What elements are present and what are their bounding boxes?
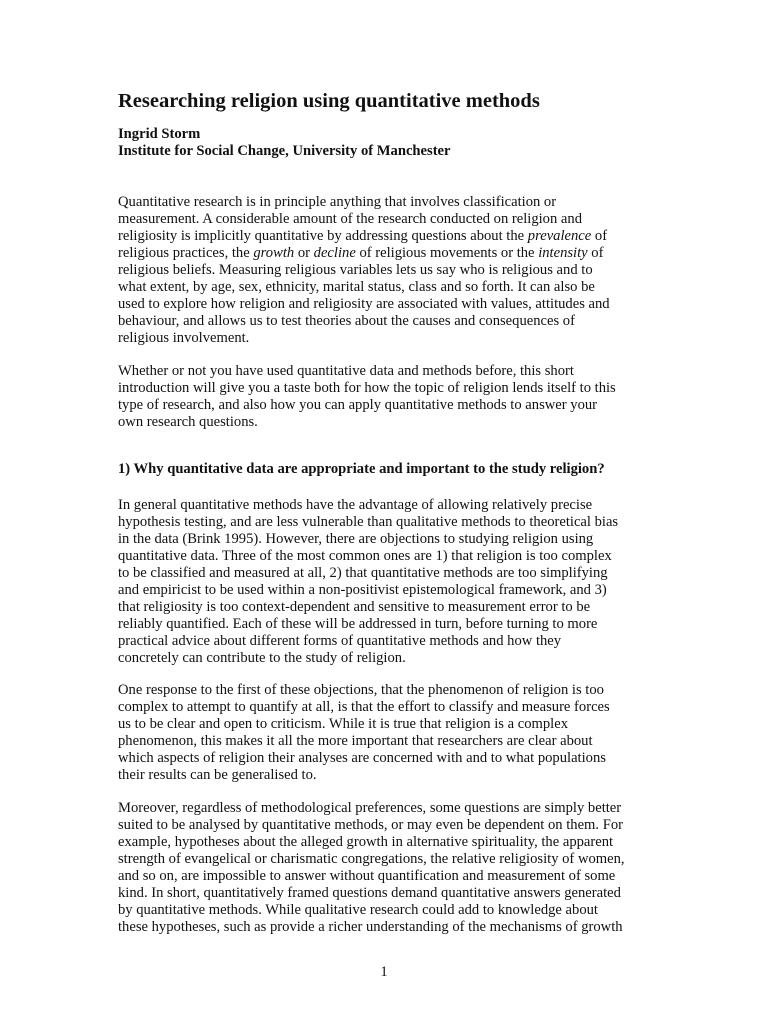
text-line: Moreover, regardless of methodological preferences, some questions are simply better bbox=[118, 800, 622, 816]
text-line: religious beliefs. Measuring religious variables lets us say who is religious and to bbox=[118, 262, 593, 278]
text-line: religiosity is implicitly quantitative by addressing questions about the prevalence of bbox=[118, 228, 608, 244]
text-line: by quantitative methods. While qualitative research could add to knowledge about bbox=[118, 902, 598, 918]
text-line: kind. In short, quantitatively framed questions demand quantitative answers generated bbox=[118, 885, 621, 901]
intro-paragraph-2 bbox=[118, 363, 658, 431]
text-line: religious involvement. bbox=[118, 330, 250, 346]
text-line: Whether or not you have used quantitative data and methods before, this short bbox=[118, 363, 574, 379]
author-institute: Institute for Social Change, University of Manchester bbox=[118, 143, 451, 159]
text-line: that religiosity is too context-dependent and sensitive to measurement error to be bbox=[118, 599, 591, 615]
text-line: example, hypotheses about the alleged growth in alternative spirituality, the apparent bbox=[118, 834, 614, 850]
text-line: suited to be analysed by quantitative methods, or may even be dependent on them. For bbox=[118, 817, 623, 833]
text-line: hypothesis testing, and are less vulnerable than qualitative methods to theoretical bias bbox=[118, 514, 619, 530]
body-paragraph-1 bbox=[118, 497, 658, 667]
text-line: One response to the first of these objections, that the phenomenon of religion is too bbox=[118, 682, 604, 698]
text-line: used to explore how religion and religiosity are associated with values, attitudes and bbox=[118, 296, 610, 312]
page-number: 1 bbox=[380, 964, 388, 980]
section-heading: 1) Why quantitative data are appropriate and important to the study religion? bbox=[118, 461, 605, 477]
text-line: their results can be generalised to. bbox=[118, 767, 317, 783]
document-title: Researching religion using quantitative methods bbox=[118, 90, 540, 112]
text-line: behaviour, and allows us to test theories about the causes and consequences of bbox=[118, 313, 575, 329]
text-line: complex to attempt to quantify at all, is that the effort to classify and measure forces bbox=[118, 699, 610, 715]
body-paragraph-3 bbox=[118, 800, 658, 936]
text-line: to be classified and measured at all, 2) that quantitative methods are too simplifying bbox=[118, 565, 608, 581]
text-line: measurement. A considerable amount of the research conducted on religion and bbox=[118, 211, 582, 227]
body-paragraph-2 bbox=[118, 682, 658, 784]
text-line: In general quantitative methods have the advantage of allowing relatively precise bbox=[118, 497, 593, 513]
text-line: introduction will give you a taste both for how the topic of religion lends itself to this bbox=[118, 380, 616, 396]
text-line: in the data (Brink 1995). However, there are objections to studying religion using bbox=[118, 531, 594, 547]
text-line: and so on, are impossible to answer without quantification and measurement of some bbox=[118, 868, 616, 884]
text-line: practical advice about different forms of quantitative methods and how they bbox=[118, 633, 562, 649]
text-line: what extent, by age, sex, ethnicity, marital status, class and so forth. It can also be bbox=[118, 279, 595, 295]
text-line: own research questions. bbox=[118, 414, 258, 430]
text-line: which aspects of religion their analyses are concerned with and to what populations bbox=[118, 750, 606, 766]
text-line: religious practices, the growth or decline of religious movements or the intensity of bbox=[118, 245, 604, 261]
text-line: reliably quantified. Each of these will be addressed in turn, before turning to more bbox=[118, 616, 598, 632]
text-line: concretely can contribute to the study of religion. bbox=[118, 650, 406, 666]
text-line: strength of evangelical or charismatic congregations, the relative religiosity of women, bbox=[118, 851, 625, 867]
text-line: phenomenon, this makes it all the more important that researchers are clear about bbox=[118, 733, 593, 749]
text-line: and empiricist to be used within a non-positivist epistemological framework, and 3) bbox=[118, 582, 607, 598]
text-line: quantitative data. Three of the most common ones are 1) that religion is too complex bbox=[118, 548, 612, 564]
author-name: Ingrid Storm bbox=[118, 126, 201, 142]
text-line: type of research, and also how you can apply quantitative methods to answer your bbox=[118, 397, 598, 413]
intro-paragraph bbox=[118, 194, 658, 347]
text-line: us to be clear and open to criticism. While it is true that religion is a complex bbox=[118, 716, 568, 732]
text-line: these hypotheses, such as provide a richer understanding of the mechanisms of growth bbox=[118, 919, 623, 935]
text-line: Quantitative research is in principle anything that involves classification or bbox=[118, 194, 557, 210]
